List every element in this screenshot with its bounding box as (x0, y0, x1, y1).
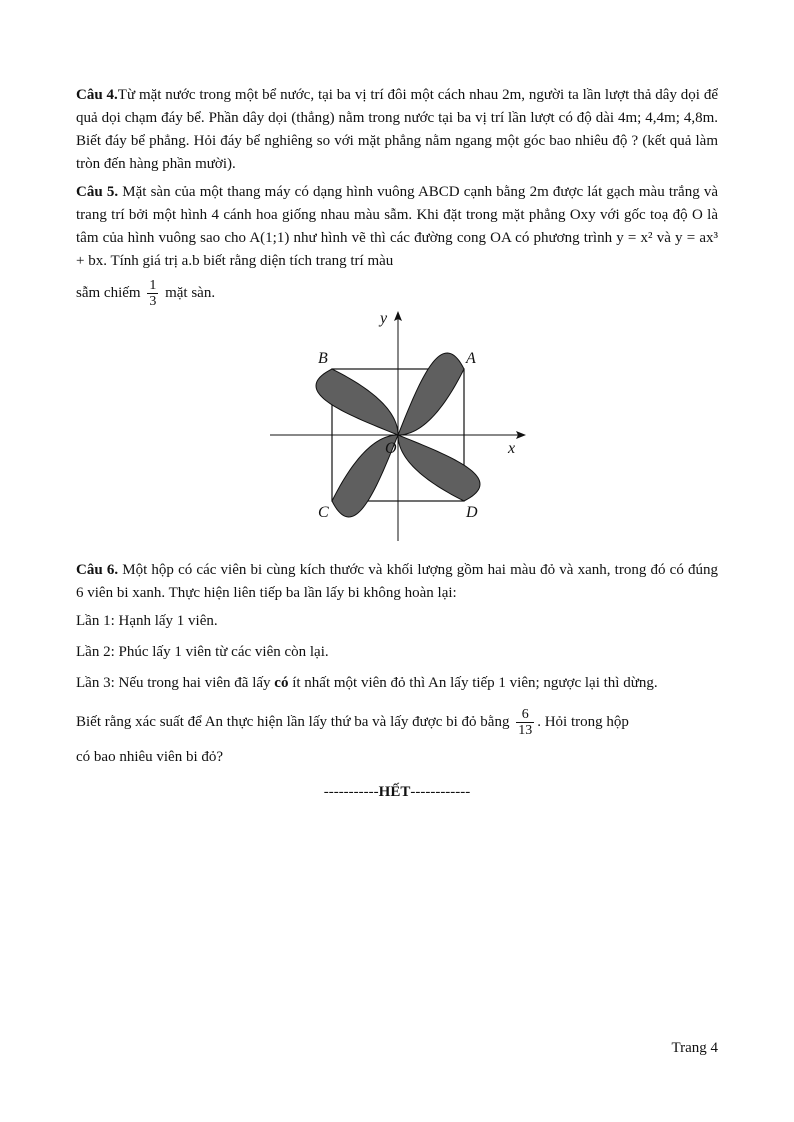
question-6 (76, 559, 718, 605)
question-6-label: Câu 6. (76, 562, 119, 578)
step-3-after: ít nhất một viên đỏ thì An lấy tiếp 1 viên; ngược lại thì dừng. (288, 675, 658, 691)
end-dashes-left: ----------- (323, 784, 379, 800)
end-word: HẾT (378, 784, 411, 800)
label-y: y (380, 310, 388, 327)
question-4 (76, 84, 718, 176)
fraction-numerator: 6 (516, 707, 534, 723)
end-dashes-right: ------------ (410, 784, 471, 800)
fraction-one-third (147, 278, 158, 309)
fraction-denominator: 3 (149, 294, 157, 309)
label-x: x (508, 440, 516, 457)
question-5-tail-before: sẫm chiếm (76, 284, 141, 301)
question-6-step-2: Lần 2: Phúc lấy 1 viên từ các viên còn lại. (76, 644, 329, 660)
question-6-step-1: Lần 1: Hạnh lấy 1 viên. (76, 613, 218, 629)
label-a: A (466, 350, 476, 367)
label-o: O (385, 440, 397, 457)
final-before: Biết rằng xác suất để An thực hiện lần lấy thứ ba và lấy được bi đỏ bằng (76, 713, 510, 730)
question-6-step-3 (76, 672, 718, 695)
flower-diagram (204, 301, 564, 551)
step-3-before: Lần 3: Nếu trong hai viên đã lấy (76, 675, 275, 691)
question-6-final-line-2: có bao nhiêu viên bi đỏ? (76, 749, 224, 765)
petal-a (398, 353, 464, 435)
flower-figure (76, 309, 718, 559)
step-3-bold: có (274, 675, 289, 691)
document-page (76, 84, 718, 804)
question-6-final (76, 707, 718, 738)
label-d: D (466, 504, 478, 521)
fraction-denominator: 13 (518, 723, 533, 738)
question-4-label: Câu 4. (76, 87, 118, 103)
question-5-label: Câu 5. (76, 184, 119, 200)
question-5-tail-after: mặt sàn. (165, 284, 216, 301)
petal-d (398, 435, 480, 501)
question-5 (76, 181, 718, 273)
fraction-six-thirteenths (516, 707, 534, 738)
petal-b (316, 369, 398, 435)
question-6-text: Một hộp có các viên bi cùng kích thước và khối lượng gồm hai màu đỏ và xanh, trong đó có đúng 6 viên bi xanh. Thực hiện liên tiếp ba lần lấy bi không hoàn lại: (76, 562, 718, 601)
fraction-numerator: 1 (149, 278, 157, 293)
page-footer: Trang 4 (671, 1040, 718, 1056)
end-marker (76, 781, 718, 804)
final-after: . Hỏi trong hộp (537, 713, 629, 730)
label-c: C (318, 504, 329, 521)
question-5-text: Mặt sàn của một thang máy có dạng hình vuông ABCD cạnh bằng 2m được lát gạch màu trắng và trang trí bởi một hình 4 cánh hoa giống nhau màu sẫm. Khi đặt trong mặt phẳng Oxy với gốc toạ độ O là tâm của hình vuông sao cho A(1;1) như hình vẽ thì các đường cong OA có phương trình y = x² và y = ax³ + bx. Tính giá trị a.b biết rằng diện tích trang trí màu (76, 184, 719, 269)
label-b: B (318, 350, 328, 367)
question-4-text: Từ mặt nước trong một bể nước, tại ba vị trí đôi một cách nhau 2m, người ta lần lượt thả dây dọi để quả dọi chạm đáy bể. Phần dây dọi (thẳng) nằm trong nước tại ba vị trí lần lượt có độ dài 4m; 4,4m; 4,8m. Biết đáy bể phẳng. Hỏi đáy bể nghiêng so với mặt phẳng nằm ngang một góc bao nhiêu độ ? (kết quả làm tròn đến hàng phần mười). (76, 87, 718, 172)
